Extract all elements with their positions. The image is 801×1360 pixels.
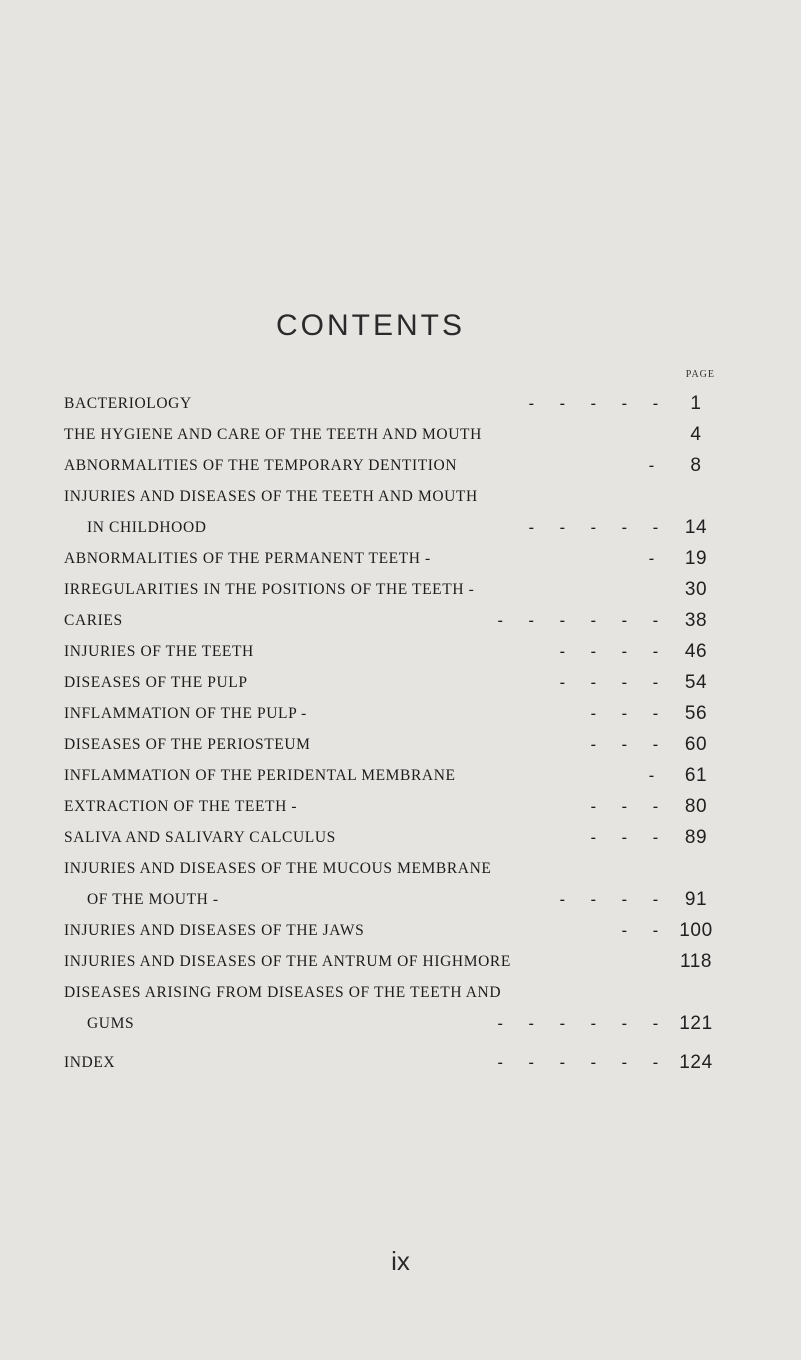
leader-dashes: -: [648, 550, 654, 567]
entry-title: INDEX: [64, 1054, 116, 1071]
toc-entry: [64, 450, 716, 481]
toc-entry: [64, 822, 716, 853]
toc-entry: [64, 698, 716, 729]
toc-entry: [64, 636, 716, 667]
entry-title: INJURIES OF THE TEETH: [64, 643, 254, 660]
entry-page-number: 118: [679, 951, 713, 972]
toc-entry: [64, 977, 716, 1008]
entry-page-number: 100: [679, 920, 713, 941]
entry-title: OF THE MOUTH -: [87, 891, 219, 908]
toc-entry-continuation: [64, 1008, 716, 1039]
leader-dashes: - - - - - -: [497, 1054, 658, 1071]
entry-page-number: 89: [684, 827, 708, 848]
entry-title: INJURIES AND DISEASES OF THE MUCOUS MEMBRANE: [64, 860, 492, 877]
leader-dashes: -: [648, 457, 654, 474]
leader-dashes: - - - - - -: [497, 1015, 658, 1032]
leader-dashes: - - -: [590, 736, 658, 753]
leader-dashes: - - -: [590, 829, 658, 846]
entry-page-number: 121: [679, 1013, 713, 1034]
leader-dashes: -: [648, 767, 654, 784]
entry-title: CARIES: [64, 612, 123, 629]
page-title: CONTENTS: [276, 309, 465, 342]
leader-dashes: - - - - - -: [497, 612, 658, 629]
entry-title: ABNORMALITIES OF THE PERMANENT TEETH -: [64, 550, 431, 567]
toc-entry: [64, 729, 716, 760]
entry-title: DISEASES ARISING FROM DISEASES OF THE TEETH AND: [64, 984, 502, 1001]
entry-page-number: 54: [684, 672, 708, 693]
leader-dashes: - - - -: [559, 891, 658, 908]
entry-page-number: 56: [684, 703, 708, 724]
leader-dashes: - - - -: [559, 643, 658, 660]
toc-entry: [64, 853, 716, 884]
leader-dashes: - - - -: [559, 674, 658, 691]
entry-page-number: 14: [684, 517, 708, 538]
entry-page-number: 8: [690, 455, 702, 476]
entry-title: IN CHILDHOOD: [87, 519, 207, 536]
entry-title: GUMS: [87, 1015, 135, 1032]
entry-page-number: 61: [684, 765, 708, 786]
entry-title: ABNORMALITIES OF THE TEMPORARY DENTITION: [64, 457, 458, 474]
toc-entry: [64, 574, 716, 605]
entry-page-number: 60: [684, 734, 708, 755]
entry-title: IRREGULARITIES IN THE POSITIONS OF THE TEETH -: [64, 581, 475, 598]
leader-dashes: - - -: [590, 798, 658, 815]
entry-title: BACTERIOLOGY: [64, 395, 192, 412]
entry-title: INFLAMMATION OF THE PULP -: [64, 705, 307, 722]
leader-dashes: - - -: [590, 705, 658, 722]
entry-title: SALIVA AND SALIVARY CALCULUS: [64, 829, 336, 846]
entry-page-number: 91: [684, 889, 708, 910]
toc-entry-continuation: [64, 884, 716, 915]
page-column-header: PAGE: [685, 369, 715, 380]
toc-entry: [64, 791, 716, 822]
entry-title: DISEASES OF THE PERIOSTEUM: [64, 736, 311, 753]
toc-entry: [64, 946, 716, 977]
toc-entry: [64, 1047, 716, 1078]
entry-page-number: 46: [684, 641, 708, 662]
toc-entry: [64, 760, 716, 791]
entry-page-number: 19: [684, 548, 708, 569]
page-folio: ix: [391, 1246, 410, 1276]
entry-title: EXTRACTION OF THE TEETH -: [64, 798, 298, 815]
toc-entry: [64, 543, 716, 574]
entry-page-number: 30: [684, 579, 708, 600]
toc-entry: [64, 605, 716, 636]
toc-entry: [64, 388, 716, 419]
entry-title: DISEASES OF THE PULP: [64, 674, 248, 691]
entry-page-number: 124: [679, 1052, 713, 1073]
entry-page-number: 1: [690, 393, 702, 414]
entry-page-number: 38: [684, 610, 708, 631]
leader-dashes: - - - - -: [528, 395, 658, 412]
entry-page-number: 4: [690, 424, 702, 445]
toc-entry: [64, 667, 716, 698]
table-of-contents: [64, 388, 716, 1078]
toc-entry: [64, 419, 716, 450]
entry-title: INJURIES AND DISEASES OF THE JAWS: [64, 922, 365, 939]
entry-title: INFLAMMATION OF THE PERIDENTAL MEMBRANE: [64, 767, 456, 784]
toc-entry-continuation: [64, 512, 716, 543]
toc-entry: [64, 915, 716, 946]
entry-title: INJURIES AND DISEASES OF THE ANTRUM OF HIGHMORE: [64, 953, 511, 970]
toc-entry: [64, 481, 716, 512]
leader-dashes: - -: [621, 922, 658, 939]
entry-page-number: 80: [684, 796, 708, 817]
entry-title: THE HYGIENE AND CARE OF THE TEETH AND MOUTH: [64, 426, 482, 443]
leader-dashes: - - - - -: [528, 519, 658, 536]
entry-title: INJURIES AND DISEASES OF THE TEETH AND MOUTH: [64, 488, 478, 505]
